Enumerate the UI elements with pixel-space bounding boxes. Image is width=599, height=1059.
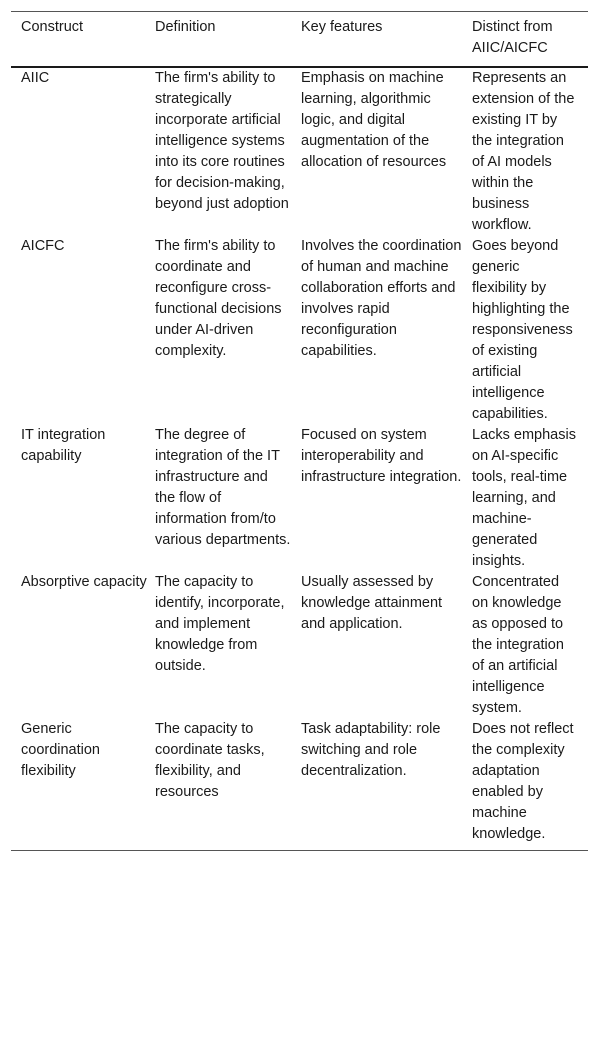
table-header <box>11 12 588 68</box>
header-row <box>11 12 588 68</box>
cell-features: Usually assessed by knowledge attainment and application. <box>301 574 443 632</box>
cell-construct: IT integration capability <box>21 427 106 464</box>
cell-distinct: Does not reflect the complexity adaptation enabled by machine knowledge. <box>472 719 588 851</box>
table-row <box>11 572 588 719</box>
cell-distinct: Represents an extension of the existing IT by the integration of AI models within the business workflow. <box>472 70 575 233</box>
header-key-features: Key features <box>301 12 472 68</box>
table-row <box>11 236 588 425</box>
table-row <box>11 67 588 236</box>
cell-definition: The degree of integration of the IT infrastructure and the flow of information from/to various departments. <box>155 427 291 548</box>
constructs-table <box>11 11 588 851</box>
cell-definition: The capacity to coordinate tasks, flexibility, and resources <box>155 719 301 851</box>
cell-definition: The firm's ability to coordinate and reconfigure cross-functional decisions under AI-driven complexity. <box>155 238 282 359</box>
header-definition: Definition <box>155 12 301 68</box>
cell-definition: The capacity to identify, incorporate, and implement knowledge from outside. <box>155 574 285 674</box>
cell-features: Emphasis on machine learning, algorithmic logic, and digital augmentation of the allocation of resources <box>301 70 447 170</box>
cell-construct: Generic coordination flexibility <box>11 719 155 851</box>
table-row <box>11 719 588 851</box>
cell-features: Focused on system interoperability and infrastructure integration. <box>301 427 462 485</box>
cell-construct: AICFC <box>21 238 65 254</box>
cell-construct: AIIC <box>21 70 50 86</box>
cell-features: Task adaptability: role switching and role decentralization. <box>301 719 472 851</box>
header-distinct: Distinct from AIIC/AICFC <box>472 12 588 68</box>
cell-distinct: Goes beyond generic flexibility by highlighting the responsiveness of existing artificial intelligence capabilities. <box>472 238 573 422</box>
table-row <box>11 425 588 572</box>
cell-distinct: Concentrated on knowledge as opposed to the integration of an artificial intelligence system. <box>472 574 564 716</box>
cell-distinct: Lacks emphasis on AI-specific tools, real-time learning, and machine-generated insights. <box>472 427 576 569</box>
cell-definition: The firm's ability to strategically incorporate artificial intelligence systems into its core routines for decision-making, beyond just adoption <box>155 70 289 212</box>
header-construct: Construct <box>11 12 155 68</box>
cell-features: Involves the coordination of human and machine collaboration efforts and involves rapid reconfiguration capabilities. <box>301 238 462 359</box>
cell-construct: Absorptive capacity <box>21 574 147 590</box>
table-body <box>11 67 588 851</box>
